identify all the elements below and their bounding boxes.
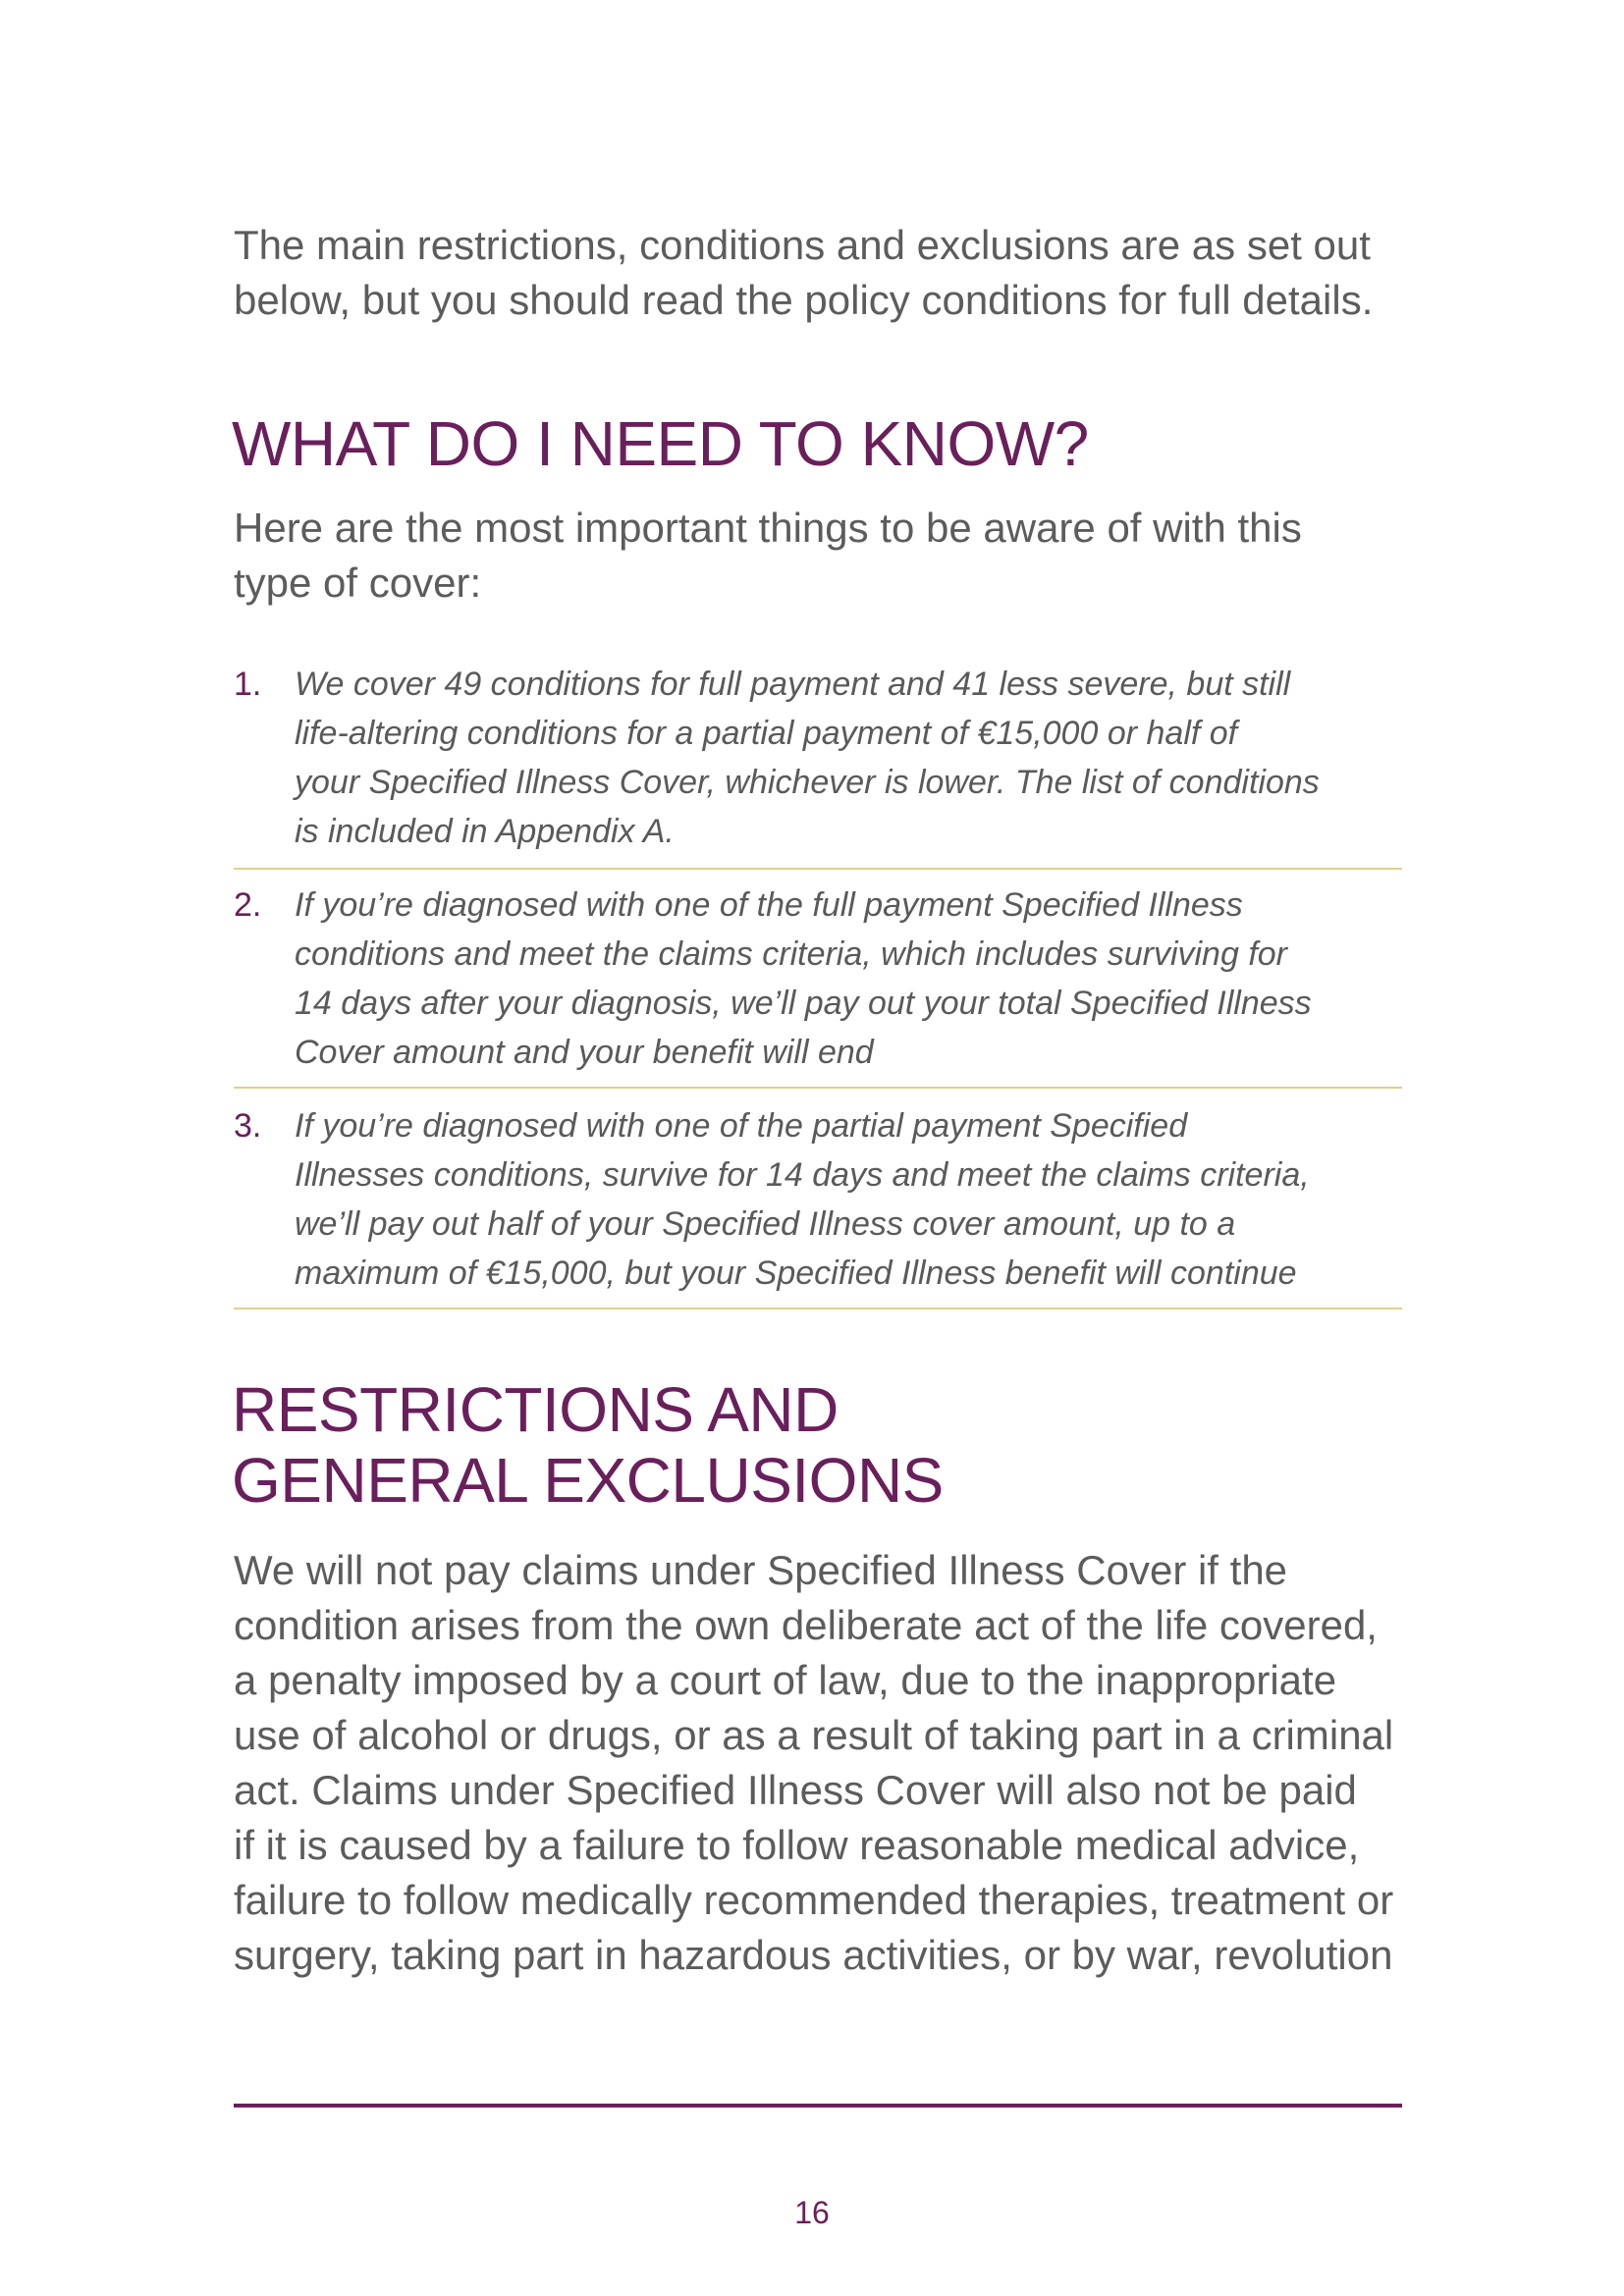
list-item xyxy=(234,1101,1402,1309)
list-item xyxy=(234,660,1402,870)
list-item-text: We cover 49 conditions for full payment and 41 less severe, but still life-altering conditions for a partial payment of €15,000 or half of your Specified Illness Cover, whichever is lower. The list of conditions is included in Appendix A. xyxy=(295,666,1320,850)
section-intro-paragraph: Here are the most important things to be aware of with this type of cover: xyxy=(234,505,1302,606)
list-item-text: If you’re diagnosed with one of the full payment Specified Illness conditions and meet the claims criteria, which includes surviving for 14 days after your diagnosis, we’ll pay out your total Specified Illness Cover amount and your benefit will end xyxy=(295,886,1312,1071)
section-heading-restrictions-and-general-exclusions: RESTRICTIONS AND GENERAL EXCLUSIONS xyxy=(232,1374,944,1516)
intro-paragraph: The main restrictions, conditions and exclusions are as set out below, but you should read the policy conditions for full details. xyxy=(234,222,1374,323)
list-item xyxy=(234,881,1402,1089)
section-heading-what-do-i-need-to-know: WHAT DO I NEED TO KNOW? xyxy=(232,408,1089,479)
page-number: 16 xyxy=(794,2195,830,2230)
exclusions-paragraph: We will not pay claims under Specified Illness Cover if the condition arises from the own deliberate act of the life covered, a penalty imposed by a court of law, due to the inappropriate use of alcohol or drugs, or as a result of taking part in a criminal act. Claims under Specified Illness Cover will also not be paid if it is caused by a failure to follow reasonable medical advice, failure to follow medically recommended therapies, treatment or surgery, taking part in hazardous activities, or by war, revolution xyxy=(234,1547,1394,1978)
list-item-number: 1. xyxy=(234,666,262,703)
footer-divider xyxy=(234,2104,1402,2108)
list-item-number: 3. xyxy=(234,1107,262,1145)
list-item-number: 2. xyxy=(234,886,262,924)
list-item-text: If you’re diagnosed with one of the partial payment Specified Illnesses conditions, survive for 14 days and meet the claims criteria, we’ll pay out half of your Specified Illness cover amount, up to a maximum of €15,000, but your Specified Illness benefit will continue xyxy=(295,1107,1310,1292)
